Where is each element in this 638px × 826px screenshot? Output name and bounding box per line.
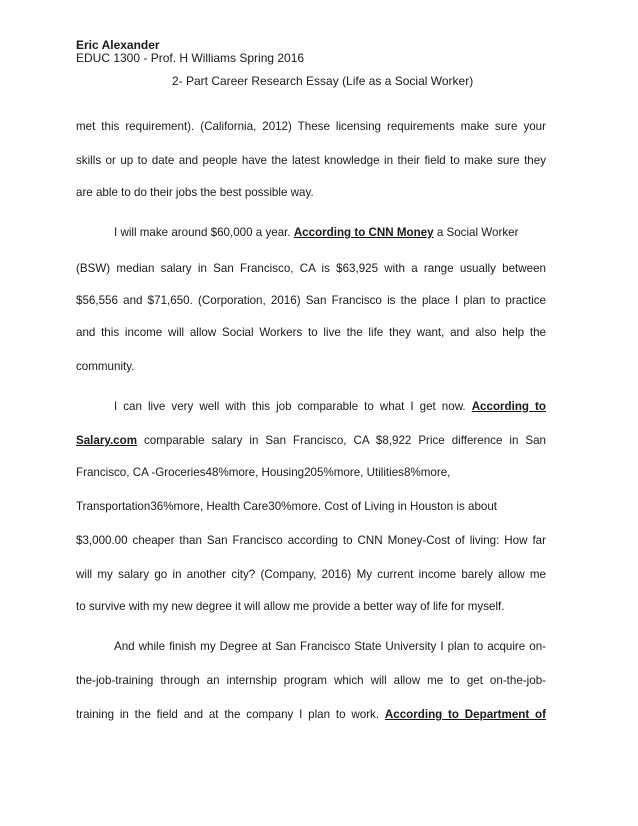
paragraph-3-line-2 <box>76 434 546 448</box>
paragraph-3-line-1 <box>114 400 546 414</box>
paragraph-2-line-3: $56,556 and $71,650. (Corporation, 2016) San Francisco is the place I plan to practice <box>76 294 546 307</box>
essay-title: 2- Part Career Research Essay (Life as a Social Worker) <box>172 74 474 88</box>
paragraph-2-line-2: (BSW) median salary in San Francisco, CA is $63,925 with a range usually between <box>76 262 546 275</box>
author-name: Eric Alexander <box>76 38 160 52</box>
salary-link-part-2[interactable]: Salary.com <box>76 434 138 447</box>
paragraph-3-line-5: $3,000.00 cheaper than San Francisco according to CNN Money-Cost of living: How far <box>76 534 546 547</box>
paragraph-3-line-6: will my salary go in another city? (Company, 2016) My current income barely allow me <box>76 568 546 581</box>
paragraph-4-line-1: And while finish my Degree at San Francisco State University I plan to acquire on- <box>114 640 546 653</box>
paragraph-2-line-5: community. <box>76 360 135 373</box>
paragraph-1-line-3: are able to do their jobs the best possible way. <box>76 186 314 199</box>
paragraph-3-line-3: Francisco, CA -Groceries48%more, Housing205%more, Utilities8%more, <box>76 466 451 479</box>
text-span: training in the field and at the company I plan to work. <box>76 708 385 721</box>
paragraph-1-line-2: skills or up to date and people have the latest knowledge in their field to make sure they <box>76 154 546 167</box>
paragraph-4-line-3 <box>76 708 546 722</box>
course-info: EDUC 1300 - Prof. H Williams Spring 2016 <box>76 51 305 65</box>
paragraph-2-line-4: and this income will allow Social Workers to live the life they want, and also help the <box>76 326 546 339</box>
paragraph-4-line-2: the-job-training through an internship program which will allow me to get on-the-job- <box>76 674 546 687</box>
paragraph-3-line-4: Transportation36%more, Health Care30%more. Cost of Living in Houston is about <box>76 500 498 513</box>
paragraph-1-line-1: met this requirement). (California, 2012) These licensing requirements make sure your <box>76 120 546 133</box>
text-span: I can live very well with this job comparable to what I get now. <box>114 400 472 413</box>
text-span: a Social Worker <box>433 226 519 239</box>
paragraph-2-line-1 <box>114 226 546 240</box>
department-link[interactable]: According to Department of <box>384 708 546 721</box>
text-span: I will make around $60,000 a year. <box>114 226 294 239</box>
cnn-money-link[interactable]: According to CNN Money <box>293 226 434 239</box>
paragraph-3-line-7: to survive with my new degree it will allow me provide a better way of life for myself. <box>76 600 505 613</box>
text-span: comparable salary in San Francisco, CA $8,922 Price difference in San <box>137 434 546 447</box>
salary-link-part-1[interactable]: According to <box>471 400 546 413</box>
